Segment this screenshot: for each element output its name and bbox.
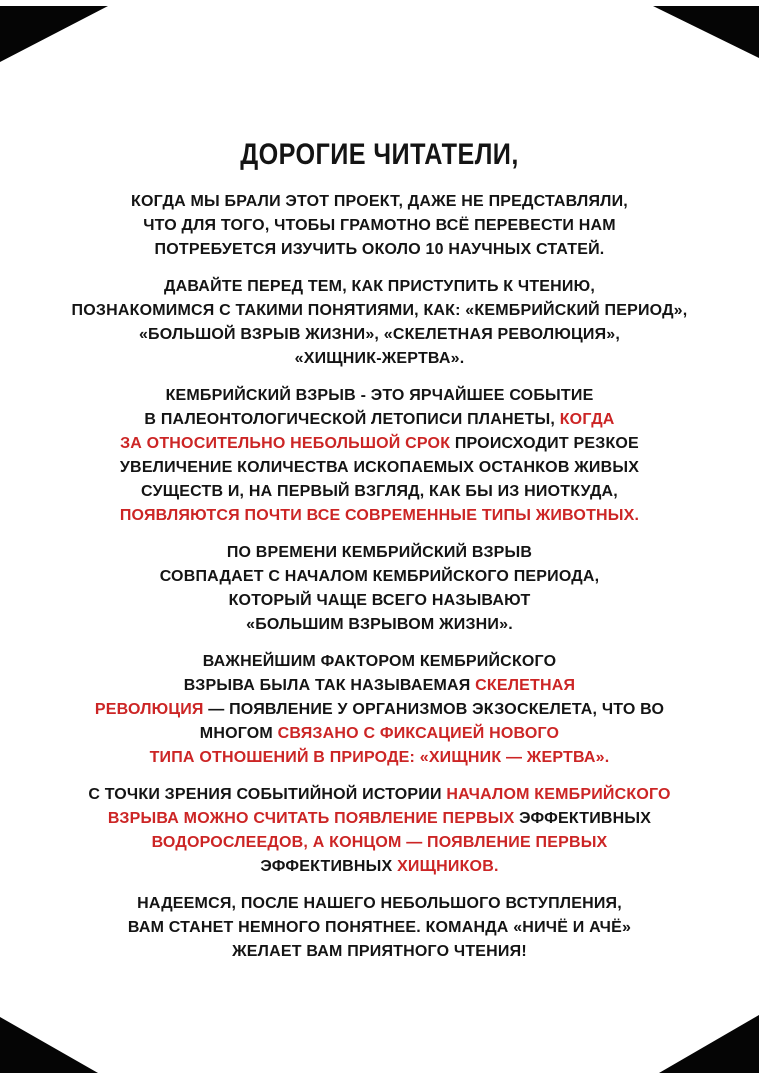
- body-text: С ТОЧКИ ЗРЕНИЯ СОБЫТИЙНОЙ ИСТОРИИ: [88, 786, 447, 803]
- text-line: [0, 807, 759, 831]
- body-text: ПО ВРЕМЕНИ КЕМБРИЙСКИЙ ВЗРЫВ: [226, 544, 533, 561]
- body-text: ЧТО ДЛЯ ТОГО, ЧТОБЫ ГРАМОТНО ВСЁ ПЕРЕВЕСТИ НАМ: [143, 217, 616, 234]
- accent-text: ЗА ОТНОСИТЕЛЬНО НЕБОЛЬШОЙ СРОК: [120, 435, 451, 452]
- text-line: [0, 214, 759, 238]
- text-line: [0, 565, 759, 589]
- body-text: ЭФФЕКТИВНЫХ: [514, 810, 652, 827]
- accent-text: ПОЯВЛЯЮТСЯ ПОЧТИ ВСЕ СОВРЕМЕННЫЕ ТИПЫ ЖИВОТНЫХ.: [119, 507, 640, 524]
- text-line: [0, 916, 759, 940]
- text-line: [0, 589, 759, 613]
- paragraph: [0, 541, 759, 637]
- text-line: [0, 504, 759, 528]
- text-line: [0, 275, 759, 299]
- body-text: ВАМ СТАНЕТ НЕМНОГО ПОНЯТНЕЕ. КОМАНДА «НИЧЁ И АЧЁ»: [127, 919, 632, 936]
- text-line: [0, 892, 759, 916]
- page-title: ДОРОГИЕ ЧИТАТЕЛИ,: [240, 138, 519, 171]
- accent-text: РЕВОЛЮЦИЯ: [94, 701, 204, 718]
- body-text: ПРОИСХОДИТ РЕЗКОЕ: [450, 435, 639, 452]
- accent-text: КОГДА: [559, 411, 615, 428]
- body-text: — ПОЯВЛЕНИЕ У ОРГАНИЗМОВ ЭКЗОСКЕЛЕТА, ЧТО ВО: [203, 701, 665, 718]
- body-text: «БОЛЬШИМ ВЗРЫВОМ ЖИЗНИ».: [246, 616, 513, 633]
- accent-text: НАЧАЛОМ КЕМБРИЙСКОГО: [446, 786, 671, 803]
- body-text: ЭФФЕКТИВНЫХ: [260, 858, 398, 875]
- paragraph: [0, 384, 759, 528]
- accent-text: СКЕЛЕТНАЯ: [475, 677, 576, 694]
- body-text: ВЗРЫВА БЫЛА ТАК НАЗЫВАЕМАЯ: [183, 677, 476, 694]
- body-text: КОТОРЫЙ ЧАЩЕ ВСЕГО НАЗЫВАЮТ: [228, 592, 531, 609]
- text-line: [0, 323, 759, 347]
- text-line: [0, 650, 759, 674]
- body-text: УВЕЛИЧЕНИЕ КОЛИЧЕСТВА ИСКОПАЕМЫХ ОСТАНКОВ ЖИВЫХ: [119, 459, 640, 476]
- body-text: «БОЛЬШОЙ ВЗРЫВ ЖИЗНИ», «СКЕЛЕТНАЯ РЕВОЛЮЦИЯ»,: [138, 326, 621, 343]
- text-line: [0, 940, 759, 964]
- text-line: [0, 408, 759, 432]
- paragraph: [0, 190, 759, 262]
- body-text: МНОГОМ: [199, 725, 278, 742]
- text-line: [0, 190, 759, 214]
- body-text: КЕМБРИЙСКИЙ ВЗРЫВ - ЭТО ЯРЧАЙШЕЕ СОБЫТИЕ: [165, 387, 594, 404]
- body-text: В ПАЛЕОНТОЛОГИЧЕСКОЙ ЛЕТОПИСИ ПЛАНЕТЫ,: [144, 411, 560, 428]
- accent-text: СВЯЗАНО С ФИКСАЦИЕЙ НОВОГО: [277, 725, 560, 742]
- body-text: ЖЕЛАЕТ ВАМ ПРИЯТНОГО ЧТЕНИЯ!: [232, 943, 527, 960]
- text-line: [0, 783, 759, 807]
- text-line: [0, 831, 759, 855]
- body-text: ВАЖНЕЙШИМ ФАКТОРОМ КЕМБРИЙСКОГО: [202, 653, 557, 670]
- accent-text: ВЗРЫВА МОЖНО СЧИТАТЬ ПОЯВЛЕНИЕ ПЕРВЫХ: [107, 810, 515, 827]
- body-text: ДАВАЙТЕ ПЕРЕД ТЕМ, КАК ПРИСТУПИТЬ К ЧТЕНИЮ,: [164, 278, 595, 295]
- text-line: [0, 746, 759, 770]
- text-line: [0, 480, 759, 504]
- text-line: [0, 384, 759, 408]
- body-text: «ХИЩНИК-ЖЕРТВА».: [294, 350, 465, 367]
- text-line: [0, 722, 759, 746]
- body-text: СОВПАДАЕТ С НАЧАЛОМ КЕМБРИЙСКОГО ПЕРИОДА,: [159, 568, 600, 585]
- body-text: СУЩЕСТВ И, НА ПЕРВЫЙ ВЗГЛЯД, КАК БЫ ИЗ НИОТКУДА,: [141, 483, 618, 500]
- text-line: [0, 855, 759, 879]
- text-line: [0, 432, 759, 456]
- text-line: [0, 674, 759, 698]
- body-text: ПОЗНАКОМИМСЯ С ТАКИМИ ПОНЯТИЯМИ, КАК: «КЕМБРИЙСКИЙ ПЕРИОД»,: [71, 302, 688, 319]
- body-text: ПОТРЕБУЕТСЯ ИЗУЧИТЬ ОКОЛО 10 НАУЧНЫХ СТАТЕЙ.: [154, 241, 605, 258]
- text-line: [0, 299, 759, 323]
- paragraph: [0, 650, 759, 770]
- body-text: КОГДА МЫ БРАЛИ ЭТОТ ПРОЕКТ, ДАЖЕ НЕ ПРЕДСТАВЛЯЛИ,: [131, 193, 628, 210]
- paragraphs: [0, 190, 759, 964]
- text-line: [0, 238, 759, 262]
- paragraph: [0, 892, 759, 964]
- accent-text: ХИЩНИКОВ.: [397, 858, 499, 875]
- accent-text: ВОДОРОСЛЕЕДОВ, А КОНЦОМ — ПОЯВЛЕНИЕ ПЕРВЫХ: [151, 834, 608, 851]
- body-text: НАДЕЕМСЯ, ПОСЛЕ НАШЕГО НЕБОЛЬШОГО ВСТУПЛЕНИЯ,: [137, 895, 622, 912]
- accent-text: ТИПА ОТНОШЕНИЙ В ПРИРОДЕ: «ХИЩНИК — ЖЕРТВА».: [149, 749, 610, 766]
- paragraph: [0, 783, 759, 879]
- text-line: [0, 541, 759, 565]
- paragraph: [0, 275, 759, 371]
- text-line: [0, 456, 759, 480]
- text-line: [0, 347, 759, 371]
- text-line: [0, 613, 759, 637]
- text-line: [0, 698, 759, 722]
